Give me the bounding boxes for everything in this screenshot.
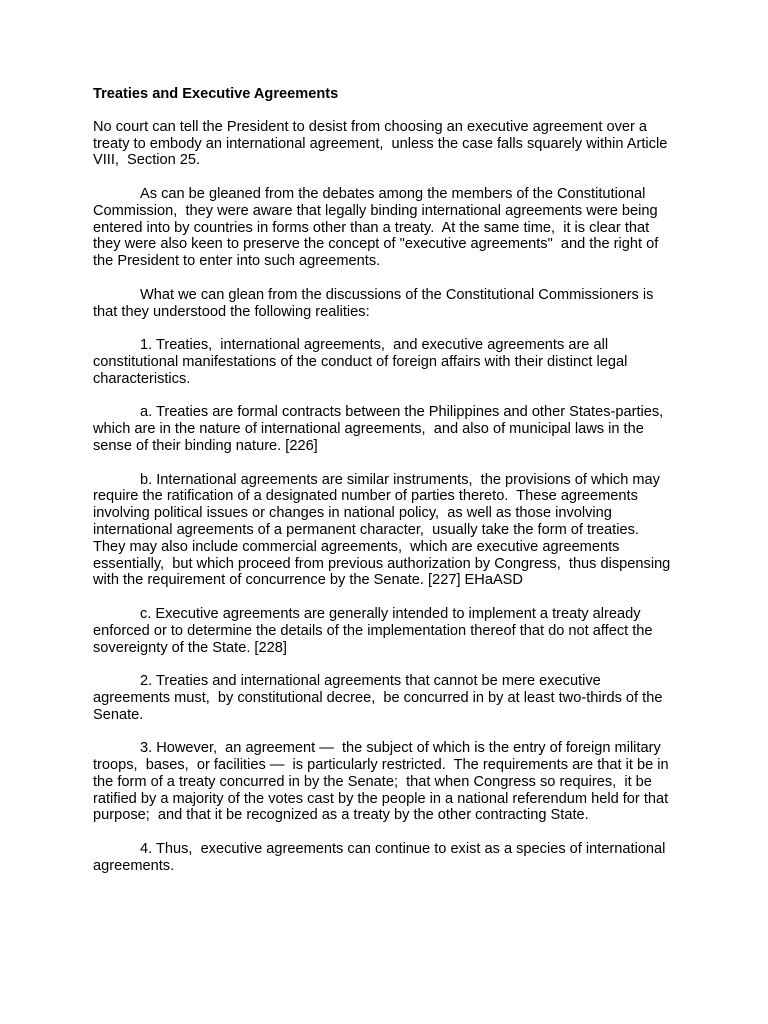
document-page [93, 86, 678, 891]
paragraph-debates: As can be gleaned from the debates among the members of the Constitutional Commission, they were aware that legally binding international agreements were being entered into by countries in forms other than a treaty. At the same time, it is clear that they were also keen to preserve the concept of "executive agreements" and the right of the President to enter into such agreements. [93, 185, 663, 270]
paragraph-item-c: c. Executive agreements are generally intended to implement a treaty already enforced or to determine the details of the implementation thereof that do not affect the sovereignty of the State. [228] [93, 605, 657, 656]
paragraph-item-b: b. International agreements are similar instruments, the provisions of which may require the ratification of a designated number of parties thereto. These agreements involving political issues or changes in national policy, as well as those involving international agreements of a permanent character, usually take the form of treaties. They may also include commercial agreements, which are executive agreements essentially, but which proceed from previous authorization by Congress, thus dispensing with the requirement of concurrence by the Senate. [227] EHaASD [93, 471, 675, 589]
document-title: Treaties and Executive Agreements [93, 86, 339, 102]
paragraph-item-4: 4. Thus, executive agreements can continue to exist as a species of international agreements. [93, 841, 670, 874]
paragraph-glean: What we can glean from the discussions of the Constitutional Commissioners is that they understood the following realities: [93, 286, 658, 320]
paragraph-item-3: 3. However, an agreement — the subject of which is the entry of foreign military troops, bases, or facilities — is particularly restricted. The requirements are that it be in the form of a treaty concurred in by the Senate; that when Congress so requires, it be ratified by a majority of the votes cast by the people in a national referendum held for that purpose; and that it be recognized as a treaty by the other contracting State. [93, 740, 673, 824]
paragraph-item-a: a. Treaties are formal contracts between the Philippines and other States-parties, which are in the nature of international agreements, and also of municipal laws in the sense of their binding nature. [226] [93, 404, 672, 454]
paragraph-intro: No court can tell the President to desist from choosing an executive agreement over a treaty to embody an international agreement, unless the case falls squarely within Article VIII, Section 25. [93, 118, 672, 169]
paragraph-item-2: 2. Treaties and international agreements that cannot be mere executive agreements must, by constitutional decree, be concurred in by at least two-thirds of the Senate. [93, 673, 667, 723]
paragraph-item-1: 1. Treaties, international agreements, and executive agreements are all constitutional manifestations of the conduct of foreign affairs with their distinct legal characteristics. [93, 337, 632, 387]
